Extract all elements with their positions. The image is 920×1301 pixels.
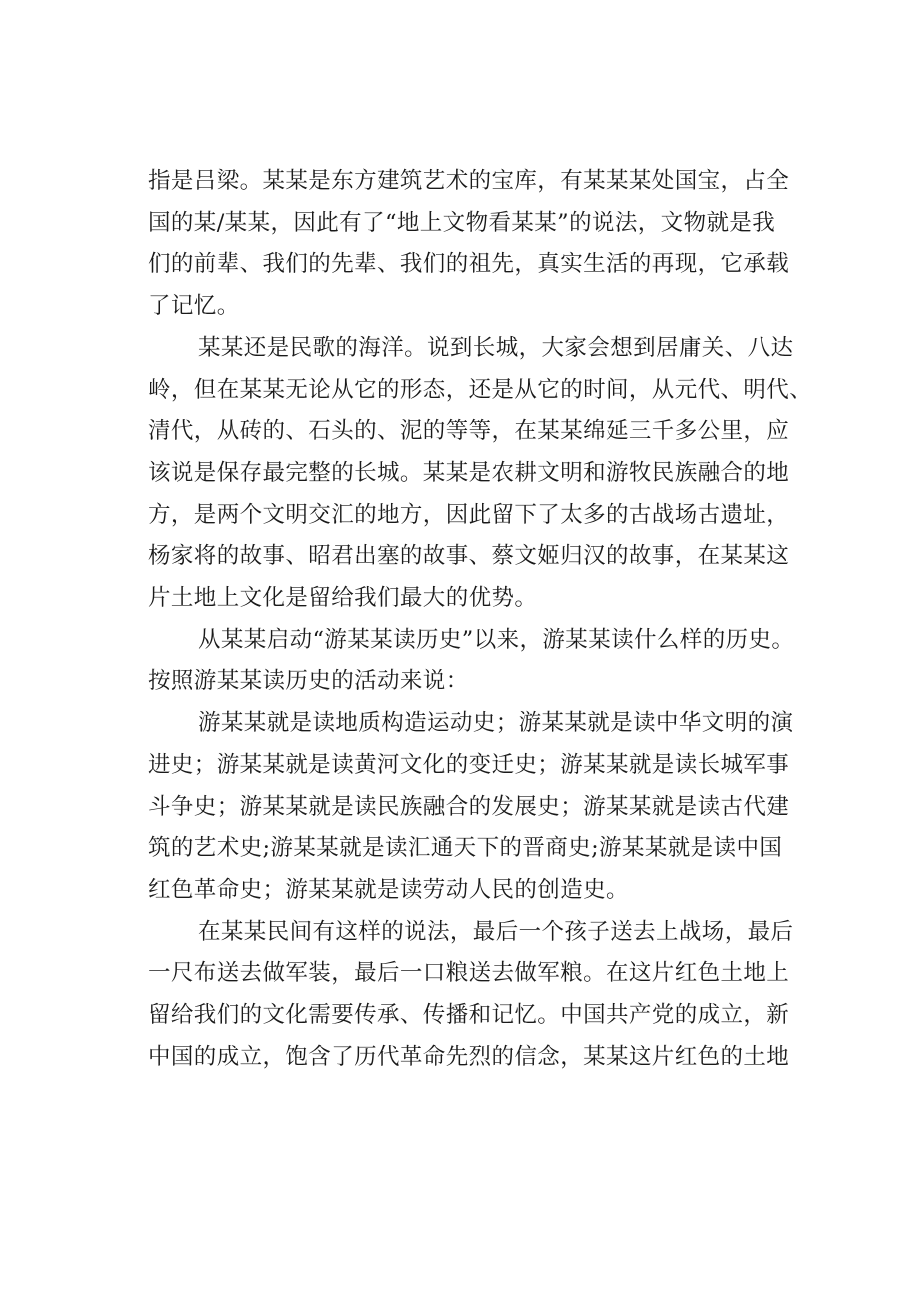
paragraph-line: 岭，但在某某无论从它的形态，还是从它的时间，从元代、明代、 xyxy=(148,376,813,403)
paragraph-5 xyxy=(148,912,808,1079)
paragraph-3 xyxy=(148,620,808,703)
paragraph-line: 指是吕梁。某某是东方建筑艺术的宝库，有某某某处国宝，占全 xyxy=(148,168,790,194)
paragraph-line: 杨家将的故事、昭君出塞的故事、蔡文姬归汉的故事，在某某这 xyxy=(148,543,790,570)
paragraph-line: 一尺布送去做军装，最后一口粮送去做军粮。在这片红色土地上 xyxy=(148,960,790,987)
paragraph-line: 们的前辈、我们的先辈、我们的祖先，真实生活的再现，它承载 xyxy=(148,251,790,278)
paragraph-line: 斗争史；游某某就是读民族融合的发展史；游某某就是读古代建 xyxy=(148,793,790,820)
paragraph-line: 筑的艺术史;游某某就是读汇通天下的晋商史;游某某就是读中国 xyxy=(148,835,783,862)
paragraph-line: 某某还是民歌的海洋。说到长城，大家会想到居庸关、八达 xyxy=(198,334,794,361)
paragraph-line: 游某某就是读地质构造运动史；游某某就是读中华文明的演 xyxy=(198,710,794,737)
paragraph-line: 清代，从砖的、石头的、泥的等等，在某某绵延三千多公里，应 xyxy=(148,418,790,445)
paragraph-line: 留给我们的文化需要传承、传播和记忆。中国共产党的成立，新 xyxy=(148,1002,790,1029)
paragraph-1 xyxy=(148,161,808,328)
paragraph-line: 从某某启动“游某某读历史”以来，游某某读什么样的历史。 xyxy=(198,626,795,653)
paragraph-line: 了记忆。 xyxy=(148,293,240,320)
paragraph-4 xyxy=(148,703,808,912)
paragraph-line: 中国的成立，饱含了历代革命先烈的信念，某某这片红色的土地 xyxy=(148,1043,790,1070)
paragraph-2 xyxy=(148,328,813,620)
paragraph-line: 进史；游某某就是读黄河文化的变迁史；游某某就是读长城军事 xyxy=(148,751,790,778)
document-body xyxy=(148,161,813,1078)
paragraph-line: 国的某/某某，因此有了“地上文物看某某”的说法，文物就是我 xyxy=(148,209,776,236)
paragraph-line: 片土地上文化是留给我们最大的优势。 xyxy=(148,585,538,612)
paragraph-line: 按照游某某读历史的活动来说： xyxy=(148,668,469,695)
paragraph-line: 在某某民间有这样的说法，最后一个孩子送去上战场，最后 xyxy=(198,918,794,945)
paragraph-line: 该说是保存最完整的长城。某某是农耕文明和游牧民族融合的地 xyxy=(148,459,790,486)
paragraph-line: 方，是两个文明交汇的地方，因此留下了太多的古战场古遗址， xyxy=(148,501,790,528)
paragraph-line: 红色革命史；游某某就是读劳动人民的创造史。 xyxy=(148,876,629,903)
